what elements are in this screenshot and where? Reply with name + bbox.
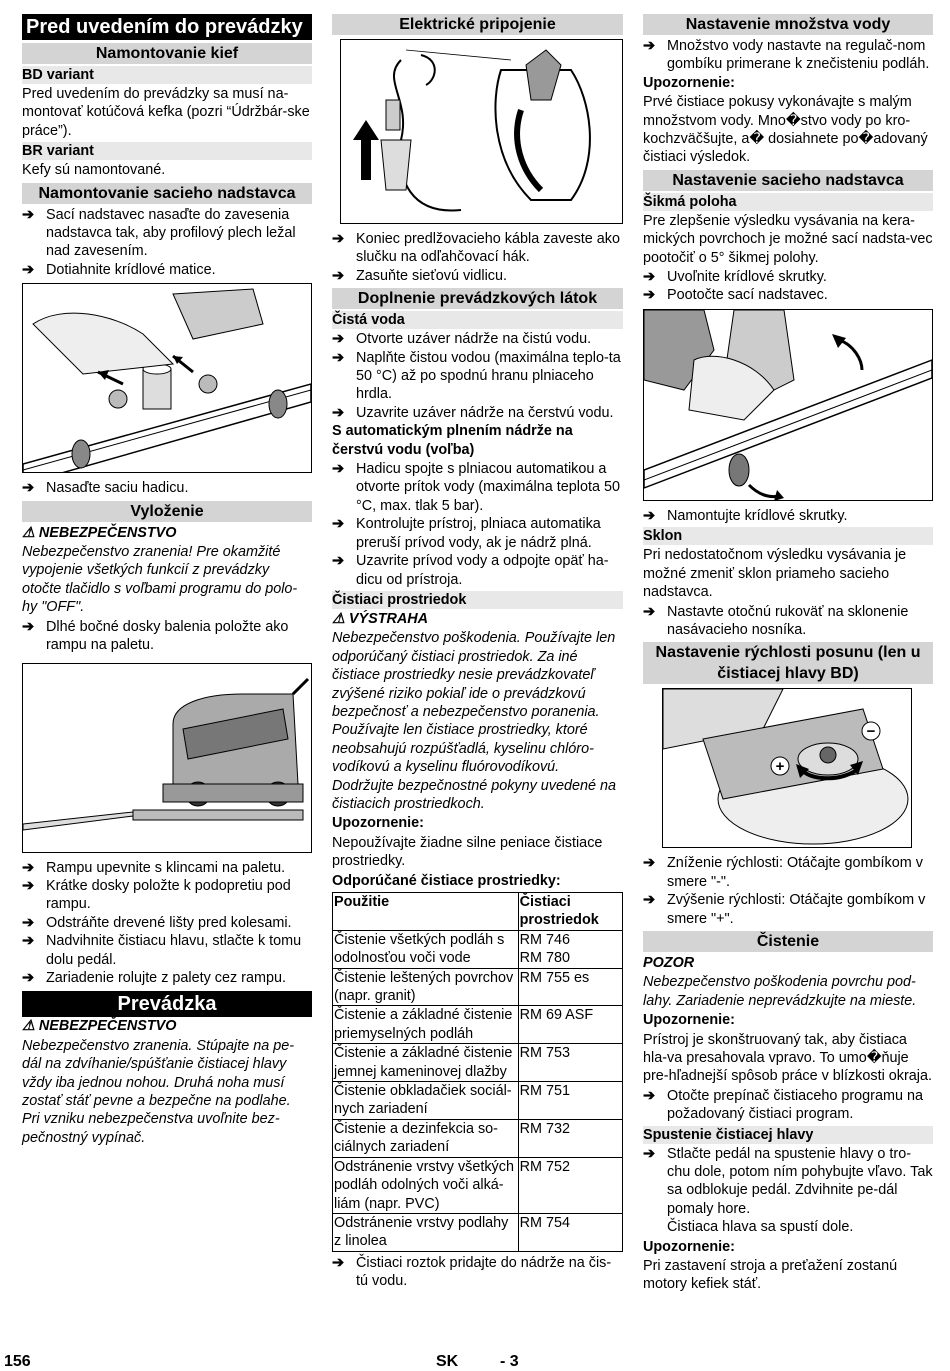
page-number: 156 — [4, 1353, 31, 1370]
table-cell: Odstránenie vrstvy podlahy z linolea — [333, 1213, 519, 1251]
table-cell: RM 746 RM 780 — [518, 930, 622, 968]
figure-machine-ramp — [22, 663, 312, 853]
heading-electric: Elektrické pripojenie — [332, 14, 623, 35]
br-text: Kefy sú namontované. — [22, 162, 166, 179]
arrow-icon: ➔ — [332, 331, 345, 348]
note-text: Prvé čistiace pokusy vykonávajte s malým množstvom vody. Mno�stvo vody po kro-kochzväčšujte, a� dosiahnete po�adovaný čistiaci výsledok. — [643, 94, 928, 166]
column-3 — [643, 14, 933, 1295]
list-item: ➔ Naplňte čistou vodou (maximálna teplo-ta 50 °C) až po spodnú hranu plniaceho hrdla. — [332, 349, 621, 403]
table-row — [333, 930, 623, 968]
subheading-tilt: Sklon — [643, 527, 933, 545]
caution-text: Nebezpečenstvo poškodenia povrchu pod-lahy. Zariadenie neprevádzkujte na mieste. — [643, 974, 917, 1009]
list-item: ➔ Krátke dosky položte k podopretiu pod rampu. — [22, 877, 291, 913]
list-item: ➔ Dotiahnite krídlové matice. — [22, 261, 216, 278]
heading-suction-adjust: Nastavenie sacieho nadstavca — [643, 170, 933, 191]
note-label: Upozornenie: — [332, 815, 424, 832]
heading-speed: Nastavenie rýchlosti posunu (len u čistiacej hlavy BD) — [643, 642, 933, 684]
list-item: ➔ Otvorte uzáver nádrže na čistú vodu. — [332, 331, 592, 348]
list-item: ➔ Zníženie rýchlosti: Otáčajte gombíkom v smere "-". — [643, 855, 923, 890]
danger-title: ⚠ NEBEZPEČENSTVO — [22, 1018, 177, 1035]
danger-text: Nebezpečenstvo zranenia! Pre okamžité vypojenie všetkých funkcií z prevádzky otočte tlačidlo s voľbami programu do polo-hy "OFF". — [22, 544, 298, 616]
table-row — [333, 1119, 623, 1157]
table-cell: RM 753 — [518, 1044, 622, 1082]
list-item: ➔ Koniec predlžovacieho kábla zaveste ako slučku na odľahčovací hák. — [332, 231, 620, 266]
oblique-text: Pre zlepšenie výsledku vysávania na kera-mických povrchoch je možné sací nadsta-vec pootočiť o 5° šikmej polohy. — [643, 212, 933, 266]
table-row — [333, 1044, 623, 1082]
list-item: ➔ Namontujte krídlové skrutky. — [643, 507, 848, 524]
heading-water-amount: Nastavenie množstva vody — [643, 14, 933, 35]
table-row — [333, 1006, 623, 1044]
list-item: ➔ Uvoľnite krídlové skrutky. — [643, 269, 827, 286]
table-cell: Čistenie a základné čistenie priemyselných podláh — [333, 1006, 519, 1044]
arrow-icon: ➔ — [643, 1145, 656, 1162]
list-item: ➔ Rampu upevnite s klincami na paletu. — [22, 859, 286, 876]
tilt-text: Pri nedostatočnom výsledku vysávania je možné zmeniť sklon priameho sacieho nadstavca. — [643, 547, 907, 601]
page-footer — [0, 1353, 950, 1371]
table-cell: Čistenie a základné čistenie jemnej kameninovej dlažby — [333, 1044, 519, 1082]
heading-cleaning: Čistenie — [643, 931, 933, 952]
table-row — [333, 1082, 623, 1120]
column-1 — [22, 14, 312, 1148]
danger-title: ⚠ NEBEZPEČENSTVO — [22, 524, 177, 541]
list-item: ➔ Stlačte pedál na spustenie hlavy o tro-chu dole, potom ním pohybujte vľavo. Tak sa odblokuje pedál. Zdvihnite pe-dál pomaly hore. — [643, 1145, 933, 1217]
table-header-row — [333, 893, 623, 931]
machine-ramp-illustration — [23, 664, 311, 852]
suction-mount-illustration — [23, 284, 311, 472]
speed-knob-illustration — [663, 689, 911, 847]
sub-page-number: - 3 — [500, 1353, 519, 1370]
arrow-icon: ➔ — [332, 267, 345, 284]
note-label: Upozornenie: — [643, 74, 735, 91]
list-item: ➔ Kontrolujte prístroj, plniaca automatika preruší prívod vody, ak je nádrž plná. — [332, 516, 601, 551]
arrow-icon: ➔ — [643, 892, 656, 909]
table-header-cell: Čistiaci prostriedok — [518, 893, 622, 931]
table-cell: Čistenie obkladačiek sociál-nych zariadení — [333, 1082, 519, 1120]
figure-oblique — [643, 309, 933, 501]
list-item: ➔ Hadicu spojte s plniacou automatikou a otvorte prítok vody (maximálna teplota 50 °C, max. tlak 5 bar). — [332, 461, 620, 514]
table-cell: RM 732 — [518, 1119, 622, 1157]
list-item: ➔ Uzavrite prívod vody a odpojte opäť ha-dicu od prístroja. — [332, 553, 609, 588]
list-item: ➔ Otočte prepínač čistiaceho programu na požadovaný čistiaci program. — [643, 1087, 923, 1123]
plus-label: + — [775, 758, 785, 776]
danger-text: Nebezpečenstvo zranenia. Stúpajte na pe-dál na zdvíhanie/spúšťanie čistiacej hlavy vždy iba jednou nohou. Druhá noha musí zostať stáť pevne a bezpečne na podlahe. Pri vzniku nebezpečenstva uvoľnite bez-pečnostný vypínač. — [22, 1037, 295, 1146]
subheading-oblique: Šikmá poloha — [643, 193, 933, 211]
arrow-icon: ➔ — [643, 507, 656, 524]
cable-illustration — [341, 40, 622, 223]
list-item: ➔ Množstvo vody nastavte na regulač-nom gombíku primerane k znečisteniu podláh. — [643, 38, 930, 73]
list-item: ➔ Nasaďte saciu hadicu. — [22, 480, 189, 497]
oblique-illustration — [644, 310, 932, 500]
table-cell: Odstránenie vrstvy všetkých podláh odolných voči alká-liám (napr. PVC) — [333, 1157, 519, 1213]
list-item: ➔ Zariadenie rolujte z palety cez rampu. — [22, 969, 286, 986]
arrow-icon: ➔ — [332, 231, 345, 247]
arrow-icon: ➔ — [22, 480, 35, 497]
list-item: ➔ Čistiaci roztok pridajte do nádrže na čis-tú vodu. — [332, 1254, 612, 1290]
heading-brushes: Namontovanie kief — [22, 43, 312, 64]
list-item: ➔ Uzavrite uzáver nádrže na čerstvú vodu. — [332, 404, 614, 421]
auto-fill-title: S automatickým plnením nádrže na čerstvú vodu (voľba) — [332, 423, 573, 458]
arrow-icon: ➔ — [332, 349, 345, 366]
arrow-icon: ➔ — [643, 269, 656, 286]
arrow-icon: ➔ — [22, 206, 35, 223]
note-text: Nepoužívajte žiadne silne peniace čistiace prostriedky. — [332, 834, 603, 870]
warning-icon: ⚠ — [22, 524, 35, 541]
table-header-cell: Použitie — [333, 893, 519, 931]
list-item: ➔ Dlhé bočné dosky balenia položte ako rampu na paletu. — [22, 618, 289, 654]
list-item: ➔ Nastavte otočnú rukoväť na sklonenie nasávacieho nosníka. — [643, 603, 909, 638]
table-row — [333, 968, 623, 1006]
column-2 — [332, 14, 623, 1291]
subheading-detergent: Čistiaci prostriedok — [332, 591, 623, 609]
table-cell: RM 752 — [518, 1157, 622, 1213]
arrow-icon: ➔ — [22, 618, 35, 635]
language-code: SK — [436, 1353, 459, 1370]
subheading-lower-head: Spustenie čistiacej hlavy — [643, 1126, 933, 1144]
figure-suction-mount — [22, 283, 312, 473]
minus-label: − — [866, 723, 876, 741]
warning-title: ⚠ VÝSTRAHA — [332, 610, 429, 627]
warning-text: Nebezpečenstvo poškodenia. Používajte len odporúčaný čistiaci prostriedok. Za iné čistiace prostriedky nesie prevádzkovateľ zvýšené riziko pokiaľ ide o prevádzkovú bezpečnosť a nebezpečenstvo poranenia. Používajte len čistiace prostriedky, ktoré neobsahujú rozpúšťadlá, kyselinu chlóro-vodíkovú a kyselinu fluórovodíkovú. Dodržujte bezpečnostné pokyny uvedené na čistiacich prostriedkoch. — [332, 630, 617, 812]
figure-cable — [340, 39, 623, 224]
arrow-icon: ➔ — [643, 287, 656, 304]
list-item: ➔ Zasuňte sieťovú vidlicu. — [332, 267, 507, 284]
section-heading-before-start: Pred uvedením do prevádzky — [22, 14, 312, 40]
detergent-table — [332, 892, 623, 1252]
arrow-icon: ➔ — [332, 553, 345, 570]
arrow-icon: ➔ — [643, 1087, 656, 1104]
figure-speed-knob — [662, 688, 912, 848]
subheading-bd: BD variant — [22, 66, 312, 84]
warning-icon: ⚠ — [332, 610, 345, 627]
table-cell: Čistenie a dezinfekcia so-ciálnych zariadení — [333, 1119, 519, 1157]
table-title: Odporúčané čistiace prostriedky: — [332, 872, 561, 889]
arrow-icon: ➔ — [22, 969, 35, 986]
arrow-icon: ➔ — [22, 914, 35, 931]
subheading-water: Čistá voda — [332, 311, 623, 329]
note-text: Prístroj je skonštruovaný tak, aby čistiaca hla-va presahovala vpravo. To umo�ňuje pre-hľadnejší spôsob práce v blízkosti okraja. — [643, 1031, 932, 1085]
bd-text: Pred uvedením do prevádzky sa musí na-montovať kotúčová kefka (pozri “Údržbár-ske práce”). — [22, 86, 310, 139]
note-text: Pri zastavení stroja a preťažení zostanú motory kefiek stáť. — [643, 1258, 898, 1293]
arrow-icon: ➔ — [643, 38, 656, 54]
table-cell: RM 751 — [518, 1082, 622, 1120]
heading-suction-mount: Namontovanie sacieho nadstavca — [22, 183, 312, 204]
caution-title: POZOR — [643, 954, 695, 971]
arrow-icon: ➔ — [332, 461, 345, 478]
list-item: ➔ Sací nadstavec nasaďte do zavesenia nadstavca tak, aby profilový plech ležal nad zavesením. — [22, 206, 296, 260]
arrow-icon: ➔ — [22, 877, 35, 894]
arrow-icon: ➔ — [22, 933, 35, 950]
table-cell: RM 754 — [518, 1213, 622, 1251]
warning-icon: ⚠ — [22, 1018, 35, 1035]
arrow-icon: ➔ — [643, 855, 656, 872]
table-row — [333, 1213, 623, 1251]
note-label: Upozornenie: — [643, 1238, 735, 1255]
list-item: ➔ Nadvihnite čistiacu hlavu, stlačte k tomu dolu pedál. — [22, 933, 302, 968]
table-cell: RM 755 es — [518, 968, 622, 1006]
lower-result: Čistiaca hlava sa spustí dole. — [667, 1219, 854, 1236]
heading-fill: Doplnenie prevádzkových látok — [332, 288, 623, 309]
table-row — [333, 1157, 623, 1213]
table-cell: RM 69 ASF — [518, 1006, 622, 1044]
subheading-br: BR variant — [22, 142, 312, 160]
arrow-icon: ➔ — [332, 404, 345, 421]
table-cell: Čistenie všetkých podláh s odolnosťou voči vode — [333, 930, 519, 968]
heading-unload: Vyloženie — [22, 501, 312, 522]
arrow-icon: ➔ — [22, 261, 35, 278]
arrow-icon: ➔ — [643, 603, 656, 620]
list-item: ➔ Zvýšenie rýchlosti: Otáčajte gombíkom v smere "+". — [643, 892, 926, 927]
list-item: ➔ Pootočte sací nadstavec. — [643, 287, 828, 304]
list-item: ➔ Odstráňte drevené lišty pred kolesami. — [22, 914, 292, 931]
section-heading-operation: Prevádzka — [22, 991, 312, 1017]
arrow-icon: ➔ — [22, 859, 35, 876]
arrow-icon: ➔ — [332, 1254, 345, 1271]
note-label: Upozornenie: — [643, 1012, 735, 1029]
arrow-icon: ➔ — [332, 516, 345, 533]
table-cell: Čistenie leštených povrchov (napr. granit) — [333, 968, 519, 1006]
